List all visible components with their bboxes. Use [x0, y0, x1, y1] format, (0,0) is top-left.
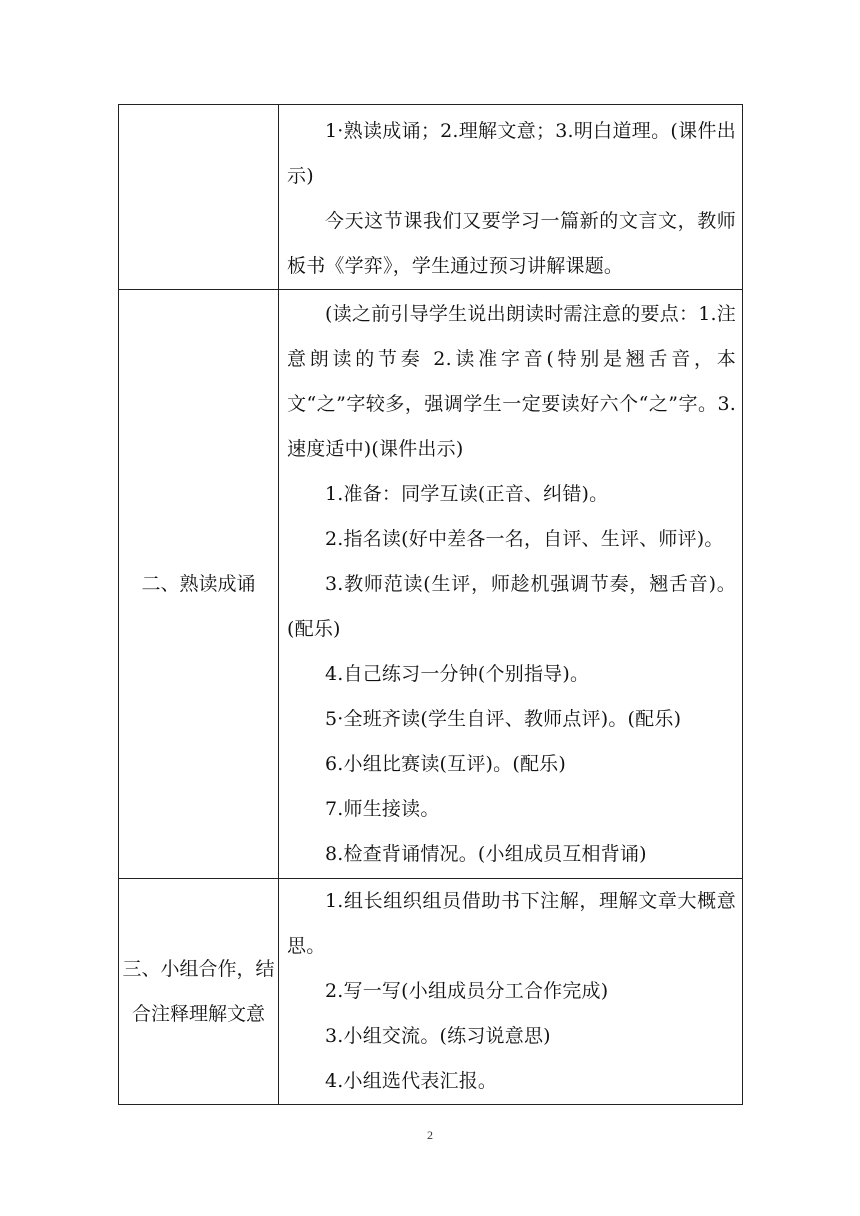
step-label: 三、小组合作，结合注释理解文意 [122, 957, 275, 1025]
step-label: 二、熟读成诵 [141, 572, 256, 595]
page-number: 2 [427, 1128, 433, 1142]
content-paragraph: 4.小组选代表汇报。 [325, 1070, 498, 1092]
content-cell [279, 879, 743, 1105]
content-paragraph: 6.小组比赛读(互评)。(配乐) [325, 752, 566, 775]
content-paragraph: 2.指名读(好中差各一名，自评、生评、师评)。 [325, 527, 724, 550]
content-paragraph: 今天这节课我们又要学习一篇新的文言文，教师板书《学弈》，学生通过预习讲解课题。 [287, 210, 736, 277]
table-row [119, 105, 743, 290]
content-paragraph: 8.检查背诵情况。(小组成员互相背诵) [325, 842, 647, 865]
step-cell [119, 290, 279, 879]
content-paragraph: 7.师生接读。 [325, 797, 440, 820]
content-paragraph: (读之前引导学生说出朗读时需注意的要点：1.注意朗读的节奏 2.读准字音(特别是翘舌音，本文“之”字较多，强调学生一定要读好六个“之”字。3.速度适中)(课件出示) [287, 302, 736, 460]
content-paragraph: 1.准备：同学互读(正音、纠错)。 [325, 482, 609, 505]
content-paragraph: 3.小组交流。(练习说意思) [325, 1025, 551, 1047]
content-paragraph: 3.教师范读(生评，师趁机强调节奏，翘舌音)。(配乐) [287, 572, 736, 640]
content-paragraph: 2.写一写(小组成员分工合作完成) [325, 980, 609, 1002]
content-paragraph: 1·熟读成诵；2.理解文意；3.明白道理。(课件出示) [287, 120, 736, 187]
lesson-plan-table [118, 104, 743, 1105]
step-cell [119, 879, 279, 1105]
step-cell [119, 105, 279, 290]
content-cell [279, 105, 743, 290]
content-cell [279, 290, 743, 879]
content-paragraph: 5·全班齐读(学生自评、教师点评)。(配乐) [325, 707, 682, 730]
table-row [119, 879, 743, 1105]
table-row [119, 290, 743, 879]
content-paragraph: 1.组长组织组员借助书下注解，理解文章大概意思。 [287, 890, 736, 957]
content-paragraph: 4.自己练习一分钟(个别指导)。 [325, 662, 590, 685]
